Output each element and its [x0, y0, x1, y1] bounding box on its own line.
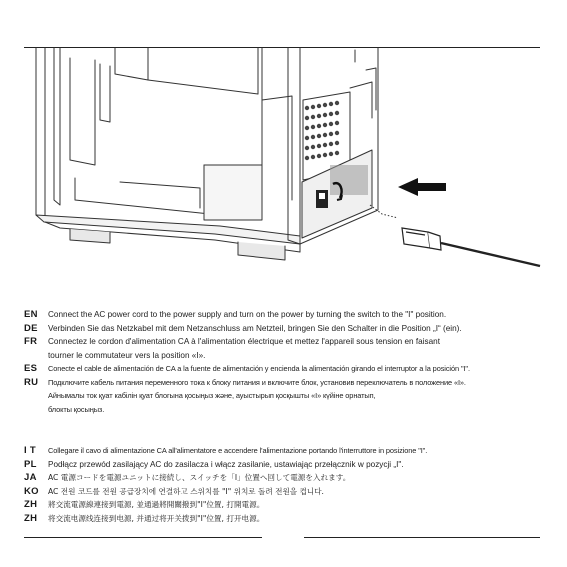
language-code: FR — [24, 336, 38, 347]
instruction-text: Conecte el cable de alimentación de CA a la fuente de alimentación y encienda la alimentación girando el interruptor a la posición "I". — [48, 364, 470, 373]
instruction-row — [24, 512, 554, 526]
language-code: PL — [24, 458, 37, 470]
language-code: ES — [24, 363, 38, 374]
instruction-text: Connect the AC power cord to the power supply and turn on the power by turning the switch to the "I" position. — [48, 310, 447, 319]
language-code: I T — [24, 445, 36, 456]
instruction-text: Podłącz przewód zasilający AC do zasilacza i włącz zasilanie, ustawiając przełącznik w pozycji „I". — [48, 459, 404, 469]
instruction-row — [24, 444, 554, 458]
instruction-row — [24, 322, 554, 336]
language-code: DE — [24, 322, 38, 334]
language-code: RU — [24, 376, 39, 388]
power-cord-icon — [402, 228, 540, 266]
instructions-group-2 — [24, 444, 554, 525]
instruction-text: 將交流電源線連接到電源, 並通過將開關撥到"I"位置, 打開電源。 — [48, 500, 265, 509]
language-code: ZH — [24, 512, 38, 524]
instruction-row — [24, 308, 554, 322]
instruction-text: Verbinden Sie das Netzkabel mit dem Netzanschluss am Netzteil, bringen Sie den Schalter in die Position „I“ (ein). — [48, 323, 462, 333]
arrow-left-icon — [398, 178, 446, 196]
language-code: KO — [24, 485, 39, 497]
instruction-row — [24, 458, 554, 472]
instruction-row — [24, 498, 554, 512]
language-code: EN — [24, 309, 38, 320]
instruction-row — [24, 471, 554, 485]
bottom-rule-left — [24, 537, 262, 538]
instruction-text: Подключите кабель питания переменного тока к блоку питания и включите блок, установив переключатель в положение «I». Айнымалы ток қуат кабілін қуат блогына қосыңыз және, ауыстырып қосқышты «I» күйіне орнатып, блокты қосыңыз. — [48, 377, 466, 414]
instruction-row — [24, 485, 554, 499]
instruction-row — [24, 376, 554, 417]
bottom-rule-right — [304, 537, 540, 538]
instruction-text: AC 전원 코드를 전원 공급장치에 연결하고 스위치를 "I" 위치로 돌려 전원을 켭니다. — [48, 486, 324, 496]
instructions-group-1 — [24, 308, 554, 416]
instruction-text: Collegare il cavo di alimentazione CA all'alimentatore e accendere l'alimentazione portando l'interruttore in posizione "I". — [48, 446, 428, 455]
instruction-text: 将交流电源线连接到电源, 并通过将开关拨到"I"位置, 打开电源。 — [48, 513, 265, 523]
language-code: JA — [24, 472, 37, 483]
instruction-text: AC 電源コードを電源ユニットに接続し、スイッチを「I」位置へ回して電源を入れます。 — [48, 473, 351, 482]
language-code: ZH — [24, 499, 38, 510]
instruction-text: Connectez le cordon d'alimentation CA à l'alimentation électrique et mettez l'appareil sous tension en faisant tourner le commutateur vers la position «I». — [48, 337, 441, 360]
instruction-row — [24, 335, 554, 362]
instruction-row — [24, 362, 554, 376]
